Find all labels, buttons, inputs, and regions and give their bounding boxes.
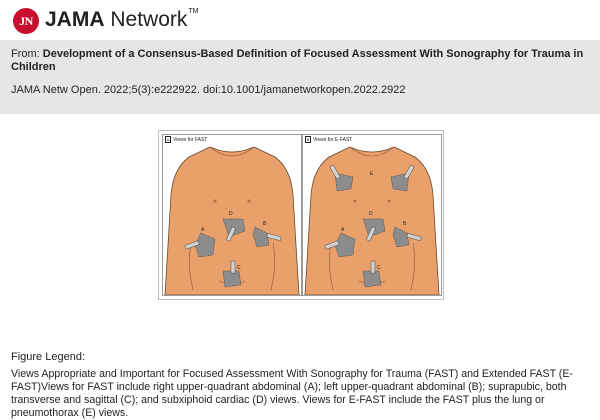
torso-illustration-a xyxy=(163,135,301,295)
panel-a xyxy=(162,134,302,296)
from-label: From: xyxy=(11,48,40,60)
panel-b xyxy=(302,134,442,296)
marker-e: E xyxy=(370,171,374,177)
marker-a: A xyxy=(201,227,205,233)
article-from xyxy=(11,48,591,74)
article-title[interactable]: Development of a Consensus-Based Definition of Focused Assessment With Sonography for Trauma in Children xyxy=(11,48,584,73)
panel-b-letter: B xyxy=(306,137,310,142)
jama-logo-icon[interactable]: JN xyxy=(13,8,39,34)
logo-name-bold: JAMA xyxy=(45,8,105,31)
figure-legend-title: Figure Legend: xyxy=(11,351,85,363)
marker-a-b: A xyxy=(341,227,345,233)
panel-b-title: Views for E-FAST xyxy=(313,137,353,143)
marker-d: D xyxy=(229,211,233,217)
article-citation: JAMA Netw Open. 2022;5(3):e222922. doi:10.1001/jamanetworkopen.2022.2922 xyxy=(11,84,406,96)
figure-legend-text: Views Appropriate and Important for Focused Assessment With Sonography for Trauma (FAST) and Extended FAST (E-FAST)Views for FAST include right upper-quadrant abdominal (A); left upper-quadrant abdominal (B); suprapubic, both transverse and sagittal (C); and subxiphoid cardiac (D) views. Views for E-FAST include the FAST plus the lung or pneumothorax (E) views. xyxy=(11,368,573,419)
marker-c: C xyxy=(237,265,241,271)
site-header xyxy=(0,0,600,40)
figure-image xyxy=(158,130,444,300)
logo-name-rest: Network xyxy=(104,8,188,31)
marker-b: B xyxy=(263,221,267,227)
logo-tm: TM xyxy=(188,8,199,15)
marker-b-b: B xyxy=(403,221,407,227)
panel-a-letter: A xyxy=(166,137,170,142)
panel-a-title: Views for FAST xyxy=(173,137,208,143)
marker-c-b: C xyxy=(377,265,381,271)
marker-d-b: D xyxy=(369,211,373,217)
torso-illustration-b xyxy=(303,135,441,295)
site-logo[interactable] xyxy=(45,8,198,32)
